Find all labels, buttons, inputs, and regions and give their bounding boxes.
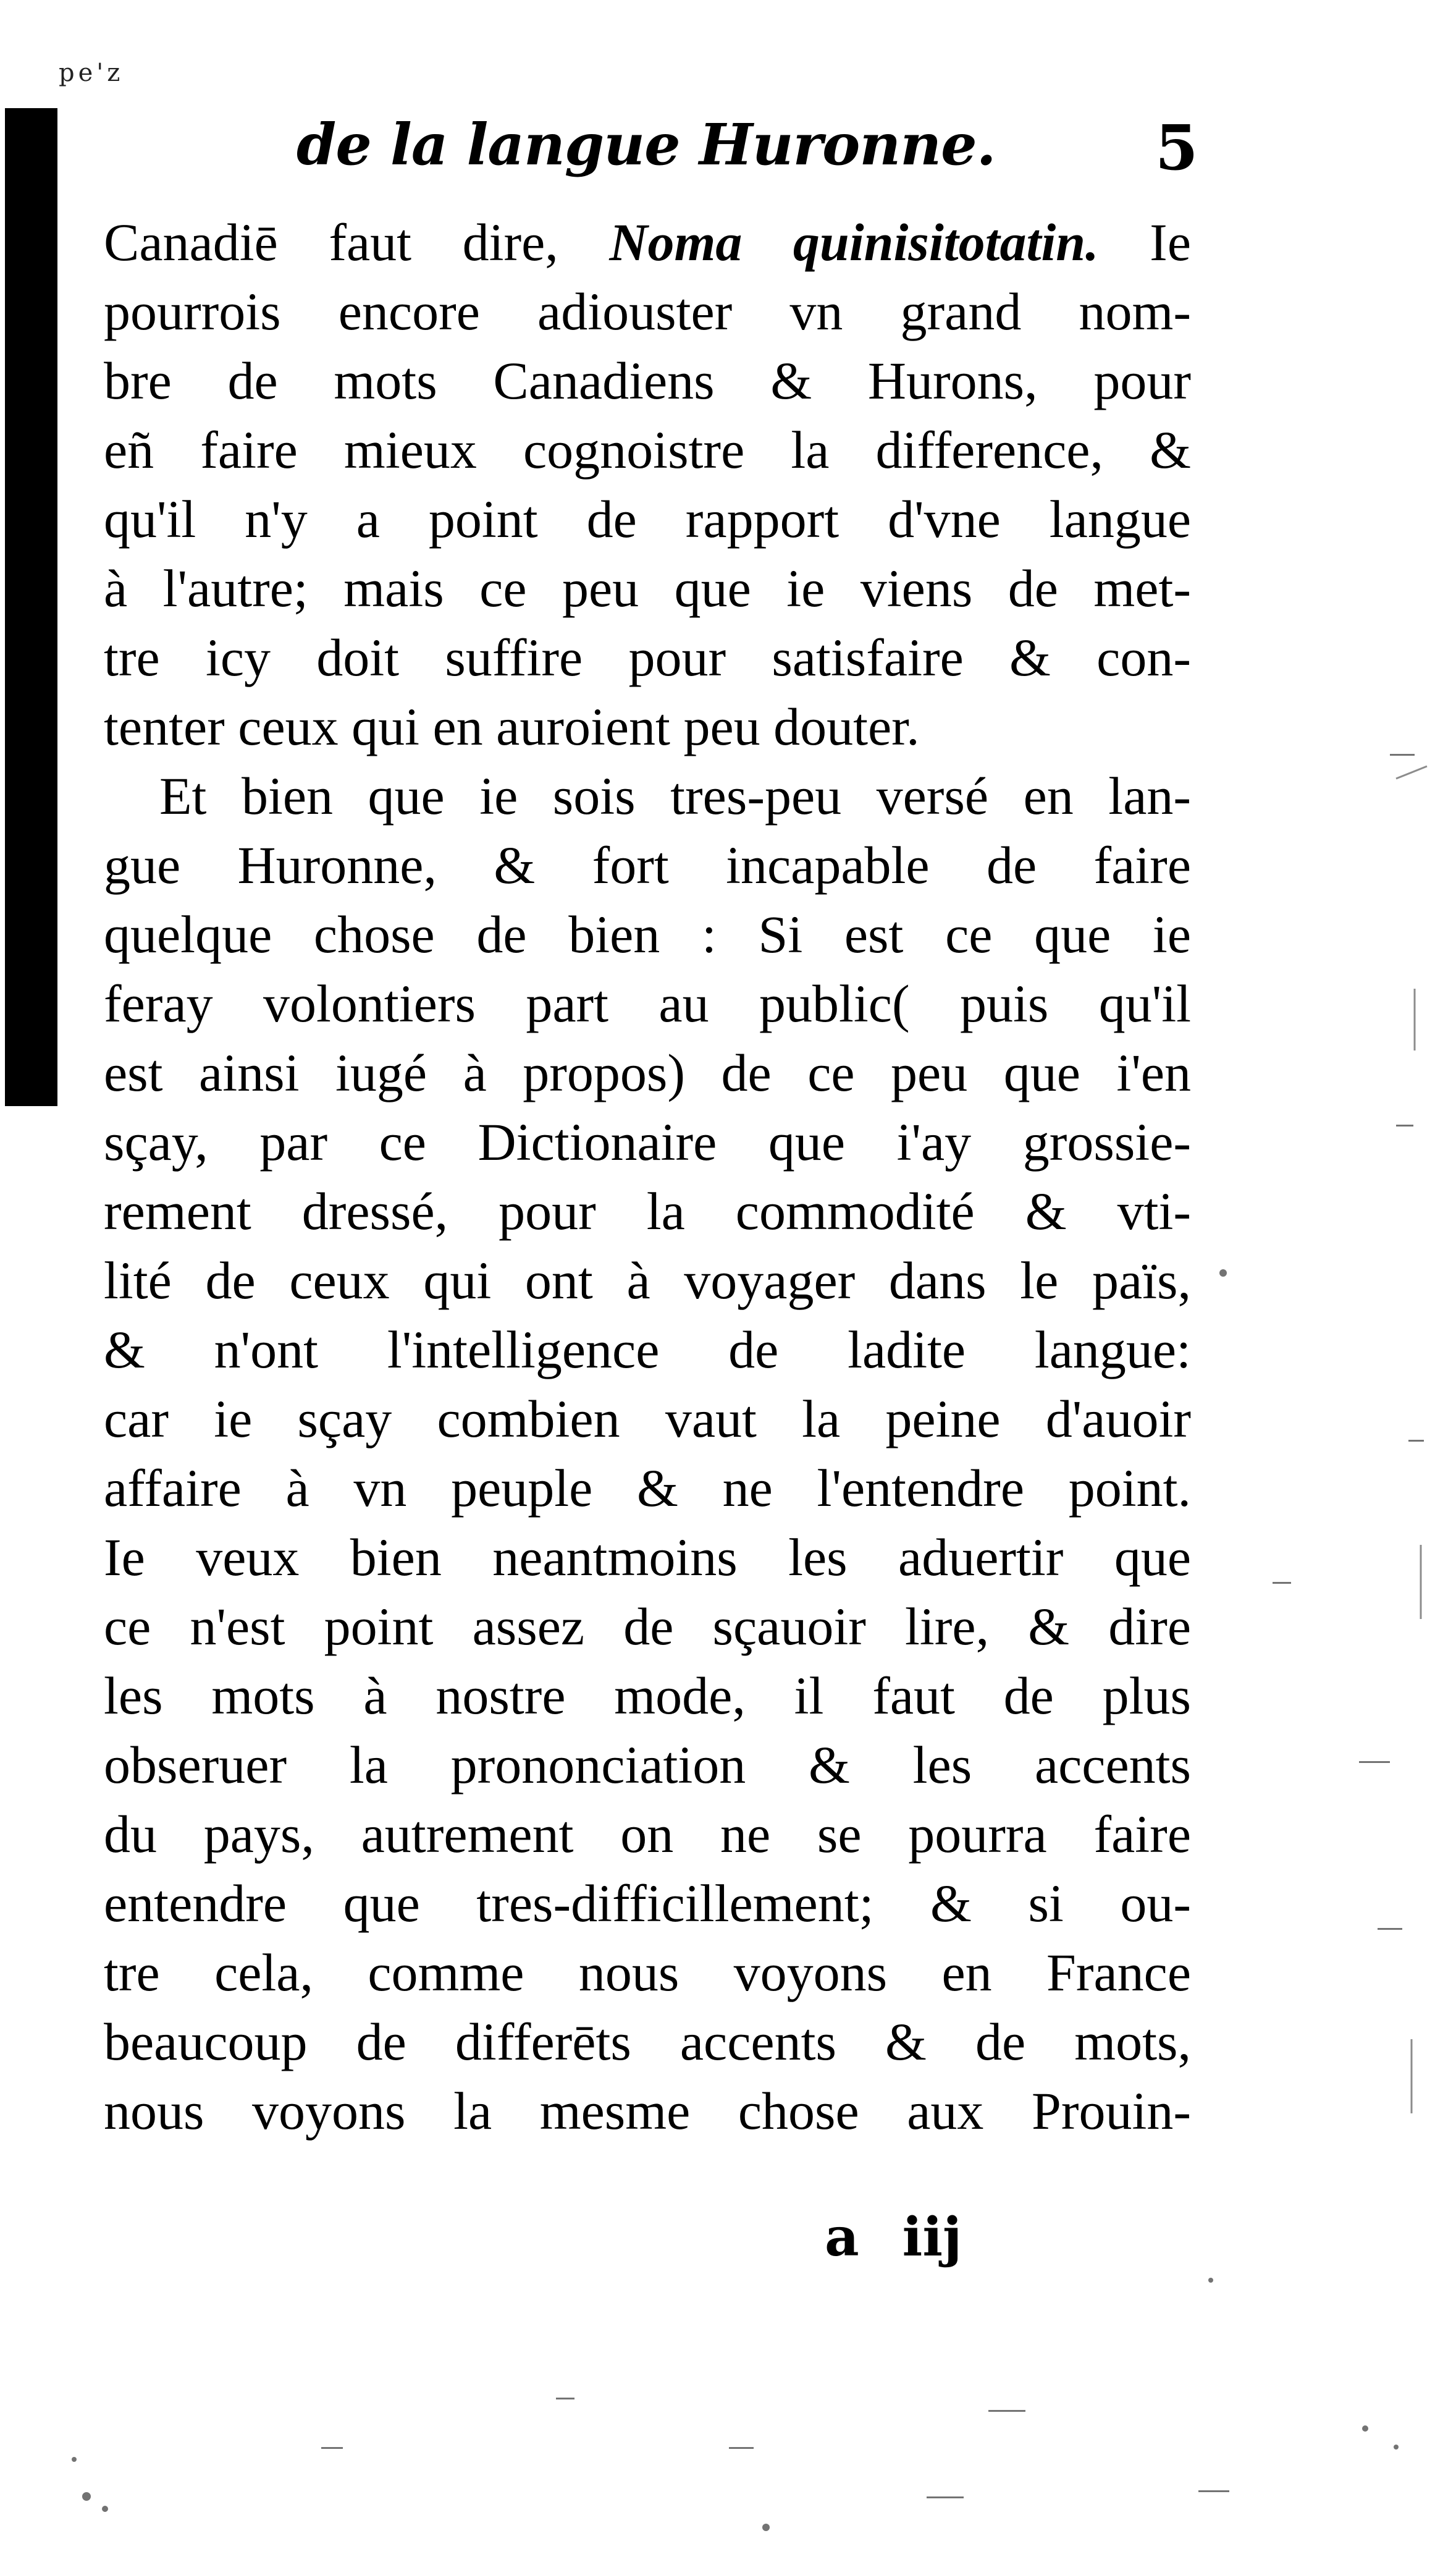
signature-mark: a iij: [825, 2206, 962, 2268]
binding-shadow: [5, 108, 57, 1106]
text-line-26: tre cela, comme nous voyons en France: [104, 1943, 1191, 2002]
text-line-7: tre icy doit suffire pour satisfaire & con-: [104, 628, 1191, 687]
line-text-after: Ie: [1098, 213, 1191, 272]
text-line-24: du pays, autrement on ne se pourra faire: [104, 1804, 1191, 1864]
text-line-23: obseruer la prononciation & les accents: [104, 1735, 1191, 1794]
text-line-10: gue Huronne, & fort incapable de faire: [104, 835, 1191, 895]
text-line-22: les mots à nostre mode, il faut de plus: [104, 1666, 1191, 1725]
text-line-8: tenter ceux qui en auroient peu douter.: [104, 697, 920, 756]
line-text: Canadiē faut dire,: [104, 213, 610, 272]
page-number: 5: [1155, 111, 1198, 184]
text-line-9: Et bien que ie sois tres-peu versé en lan-: [159, 766, 1191, 826]
text-line-1: [104, 208, 1191, 277]
text-line-17: & n'ont l'intelligence de ladite langue:: [104, 1320, 1191, 1379]
text-line-13: est ainsi iugé à propos) de ce peu que i'en: [104, 1043, 1191, 1102]
text-line-25: entendre que tres-difficillement; & si ou-: [104, 1874, 1191, 1933]
text-line-20: Ie veux bien neantmoins les aduertir que: [104, 1528, 1191, 1587]
text-line-27: beaucoup de differēts accents & de mots,: [104, 2012, 1191, 2071]
text-line-15: rement dressé, pour la commodité & vti-: [104, 1182, 1191, 1241]
italic-phrase: Noma quinisitotatin.: [609, 213, 1099, 272]
text-line-18: car ie sçay combien vaut la peine d'auoir: [104, 1389, 1191, 1448]
text-line-16: lité de ceux qui ont à voyager dans le païs,: [104, 1251, 1191, 1310]
text-line-2: pourrois encore adiouster vn grand nom-: [104, 282, 1191, 341]
text-line-21: ce n'est point assez de sçauoir lire, & dire: [104, 1597, 1191, 1656]
text-line-6: à l'autre; mais ce peu que ie viens de met-: [104, 559, 1191, 618]
text-line-19: affaire à vn peuple & ne l'entendre point.: [104, 1458, 1191, 1518]
text-line-14: sçay, par ce Dictionaire que i'ay grossie-: [104, 1112, 1191, 1172]
text-line-28: nous voyons la mesme chose aux Prouin-: [104, 2081, 1191, 2141]
text-line-3: bre de mots Canadiens & Hurons, pour: [104, 351, 1191, 410]
text-line-11: quelque chose de bien : Si est ce que ie: [104, 905, 1191, 964]
running-head: de la langue Huronne.: [297, 111, 996, 178]
text-line-4: eñ faire mieux cognoistre la difference, &: [104, 420, 1191, 480]
corner-mark: pe'z: [59, 59, 124, 87]
text-line-12: feray volontiers part au public( puis qu'il: [104, 974, 1191, 1033]
text-line-5: qu'il n'y a point de rapport d'vne langue: [104, 489, 1191, 549]
